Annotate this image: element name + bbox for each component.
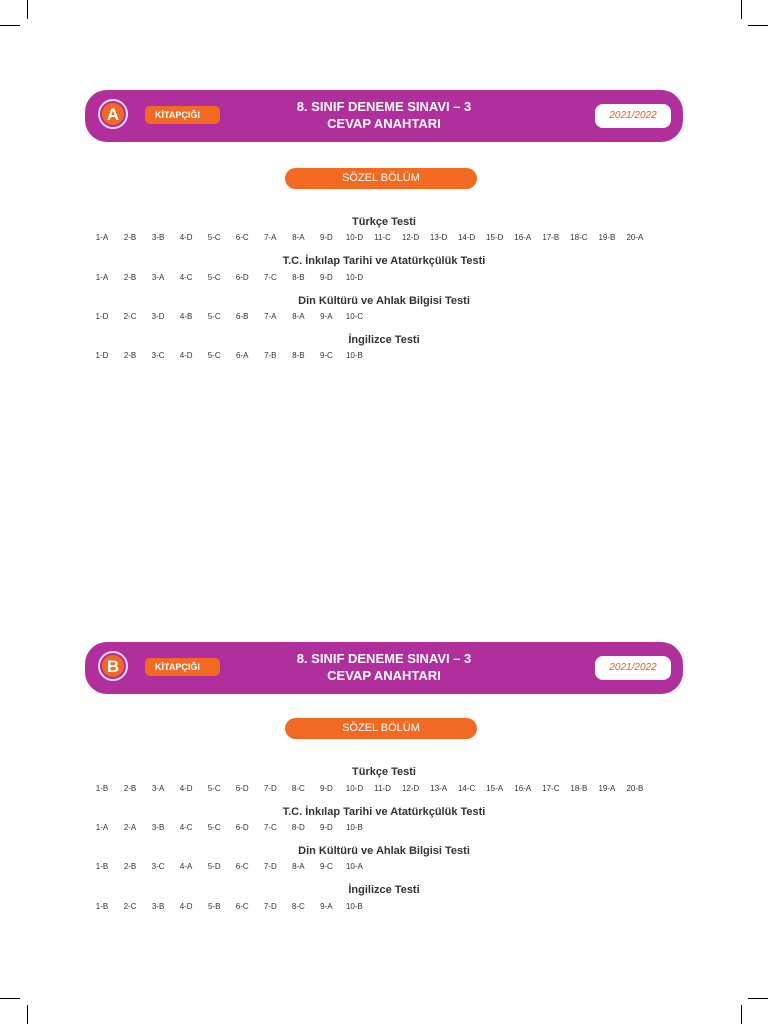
answer-cell: 5-C: [207, 823, 221, 832]
answer-cell: 3-B: [151, 233, 165, 242]
answer-cell: 3-C: [151, 862, 165, 871]
answer-cell: 6-B: [236, 312, 249, 321]
test-title: Din Kültürü ve Ahlak Bilgisi Testi: [298, 845, 470, 857]
answer-cell: 8-A: [292, 862, 305, 871]
answer-cell: 7-C: [263, 823, 277, 832]
answer-cell: 8-B: [292, 273, 305, 282]
answer-cell: 11-C: [374, 233, 391, 242]
answer-cell: 2-B: [123, 233, 137, 242]
answer-cell: 12-D: [401, 784, 420, 793]
answer-row: [0, 784, 768, 796]
answer-cell: 5-C: [207, 233, 221, 242]
answer-cell: 9-C: [319, 351, 333, 360]
test-title: Türkçe Testi: [352, 216, 416, 228]
answer-cell: 14-D: [457, 233, 476, 242]
answer-cell: 2-B: [123, 273, 137, 282]
answer-cell: 3-C: [151, 351, 165, 360]
answer-cell: 3-D: [151, 312, 165, 321]
answer-cell: 2-B: [123, 862, 137, 871]
answer-cell: 5-C: [207, 784, 221, 793]
answer-cell: 4-D: [179, 233, 193, 242]
crop-mark: [748, 25, 768, 26]
title-line-1: 8. SINIF DENEME SINAVI – 3: [296, 651, 472, 666]
answer-cell: 10-B: [345, 902, 363, 911]
answer-cell: 6-D: [235, 273, 249, 282]
answer-cell: 7-D: [263, 902, 277, 911]
answer-cell: 1-D: [95, 351, 109, 360]
answer-cell: 6-C: [235, 862, 249, 871]
test-title: İngilizce Testi: [348, 334, 420, 346]
answer-cell: 9-D: [319, 823, 333, 832]
answer-cell: 20-B: [626, 784, 644, 793]
answer-cell: 17-C: [542, 784, 560, 793]
answer-cell: 1-A: [95, 273, 109, 282]
answer-cell: 7-C: [263, 273, 277, 282]
answer-cell: 10-A: [345, 862, 363, 871]
answer-cell: 20-A: [626, 233, 644, 242]
answer-cell: 7-D: [263, 784, 277, 793]
answer-cell: 9-D: [319, 784, 333, 793]
answer-row: [0, 902, 768, 914]
test-title: Türkçe Testi: [352, 766, 416, 778]
answer-cell: 8-A: [292, 233, 305, 242]
answer-cell: 2-B: [123, 351, 137, 360]
answer-cell: 3-B: [151, 823, 165, 832]
title-line-2: CEVAP ANAHTARI: [327, 116, 441, 131]
answer-cell: 1-A: [95, 823, 109, 832]
answer-cell: 1-B: [95, 862, 109, 871]
crop-mark: [0, 25, 20, 26]
answer-cell: 6-D: [235, 784, 249, 793]
crop-mark: [0, 998, 20, 999]
answer-cell: 7-B: [264, 351, 277, 360]
answer-cell: 3-A: [151, 784, 165, 793]
page-title: [255, 650, 513, 684]
answer-cell: 6-A: [236, 351, 249, 360]
answer-cell: 9-A: [320, 902, 333, 911]
answer-cell: 4-B: [179, 312, 193, 321]
answer-row: [0, 862, 768, 874]
answer-cell: 15-D: [486, 233, 504, 242]
answer-cell: 5-C: [207, 312, 221, 321]
test-title: İngilizce Testi: [348, 884, 420, 896]
title-line-1: 8. SINIF DENEME SINAVI – 3: [296, 99, 472, 114]
answer-cell: 1-B: [95, 902, 109, 911]
answer-cell: 6-C: [235, 902, 249, 911]
answer-cell: 18-B: [570, 784, 588, 793]
answer-cell: 17-B: [542, 233, 560, 242]
answer-cell: 8-A: [292, 312, 305, 321]
section-label: SÖZEL BÖLÜM: [285, 718, 477, 739]
answer-cell: 19-A: [598, 784, 616, 793]
answer-cell: 10-D: [345, 233, 364, 242]
answer-row: [0, 312, 768, 324]
answer-cell: 2-C: [123, 312, 137, 321]
test-title: Din Kültürü ve Ahlak Bilgisi Testi: [298, 295, 470, 307]
booklet-label: KİTAPÇIĞI: [145, 658, 220, 676]
answer-cell: 3-B: [151, 902, 165, 911]
answer-row: [0, 823, 768, 835]
answer-cell: 7-A: [264, 233, 277, 242]
answer-cell: 4-C: [179, 823, 193, 832]
answer-cell: 4-D: [179, 351, 193, 360]
answer-cell: 6-C: [235, 233, 249, 242]
answer-cell: 11-D: [374, 784, 391, 793]
answer-cell: 15-A: [486, 784, 504, 793]
answer-cell: 1-D: [95, 312, 109, 321]
year-badge: 2021/2022: [595, 656, 671, 680]
answer-cell: 2-B: [123, 784, 137, 793]
answer-cell: 10-B: [345, 351, 363, 360]
answer-cell: 9-D: [319, 233, 333, 242]
answer-cell: 5-C: [207, 273, 221, 282]
answer-cell: 8-D: [291, 823, 305, 832]
crop-mark: [741, 0, 742, 19]
answer-cell: 4-A: [179, 862, 193, 871]
answer-cell: 9-D: [319, 273, 333, 282]
booklet-label: KİTAPÇIĞI: [145, 106, 220, 124]
answer-cell: 2-C: [123, 902, 137, 911]
answer-cell: 1-B: [95, 784, 109, 793]
answer-cell: 14-C: [457, 784, 476, 793]
title-line-2: CEVAP ANAHTARI: [327, 668, 441, 683]
booklet-header: [85, 642, 683, 694]
answer-cell: 9-A: [320, 312, 333, 321]
answer-cell: 10-B: [345, 823, 363, 832]
answer-cell: 8-B: [292, 351, 305, 360]
answer-cell: 6-D: [235, 823, 249, 832]
answer-cell: 12-D: [401, 233, 420, 242]
answer-cell: 9-C: [319, 862, 333, 871]
answer-cell: 8-C: [291, 902, 305, 911]
answer-cell: 4-C: [179, 273, 193, 282]
answer-cell: 7-A: [264, 312, 277, 321]
booklet-letter-badge: [98, 651, 128, 681]
page-title: [255, 98, 513, 132]
answer-cell: 19-B: [598, 233, 616, 242]
answer-cell: 3-A: [151, 273, 165, 282]
booklet-header: [85, 90, 683, 142]
booklet-letter: A: [102, 103, 124, 125]
section-label: SÖZEL BÖLÜM: [285, 168, 477, 189]
answer-cell: 2-A: [123, 823, 137, 832]
answer-cell: 13-A: [430, 784, 448, 793]
answer-cell: 10-D: [345, 784, 364, 793]
answer-cell: 8-C: [291, 784, 305, 793]
booklet-letter-badge: [98, 99, 128, 129]
answer-cell: 10-D: [345, 273, 364, 282]
crop-mark: [27, 0, 28, 19]
answer-cell: 5-D: [207, 862, 221, 871]
answer-cell: 7-D: [263, 862, 277, 871]
answer-cell: 16-A: [514, 233, 532, 242]
year-badge: 2021/2022: [595, 104, 671, 128]
answer-cell: 4-D: [179, 902, 193, 911]
booklet-letter: B: [102, 655, 124, 677]
test-title: T.C. İnkılap Tarihi ve Atatürkçülük Testi: [282, 255, 486, 267]
answer-cell: 5-C: [207, 351, 221, 360]
answer-row: [0, 233, 768, 245]
answer-cell: 18-C: [570, 233, 588, 242]
answer-row: [0, 351, 768, 363]
answer-cell: 10-C: [345, 312, 364, 321]
crop-mark: [748, 998, 768, 999]
crop-mark: [27, 1005, 28, 1024]
answer-cell: 13-D: [429, 233, 448, 242]
test-title: T.C. İnkılap Tarihi ve Atatürkçülük Testi: [282, 806, 486, 818]
answer-row: [0, 273, 768, 285]
answer-cell: 1-A: [95, 233, 109, 242]
answer-cell: 4-D: [179, 784, 193, 793]
crop-mark: [741, 1005, 742, 1024]
answer-cell: 5-B: [207, 902, 221, 911]
answer-cell: 16-A: [514, 784, 532, 793]
